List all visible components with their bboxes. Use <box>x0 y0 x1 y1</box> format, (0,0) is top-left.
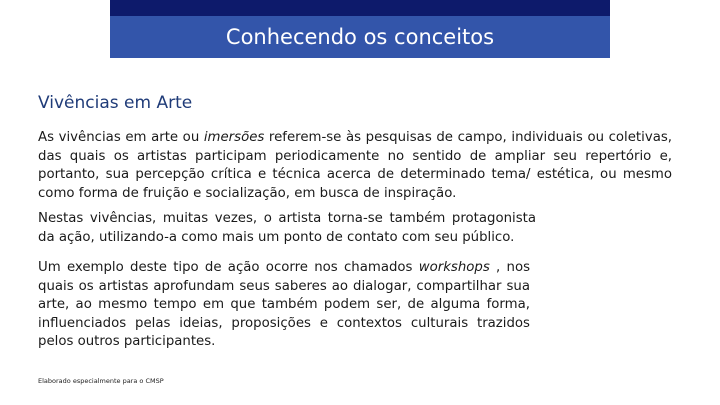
banner-top-strip <box>110 0 610 16</box>
section-title: Vivências em Arte <box>38 93 193 113</box>
footer-credit: Elaborado especialmente para o CMSP <box>38 377 164 385</box>
paragraph-intro-text-end: referem-se às pesquisas de campo, individuais ou coletivas, das quais os artistas participam periodicamente no sentido de ampliar seu repertório e, portanto, sua percepção crítica e técnica acerca de determinado tema/ estética, ou mesmo como forma de fruição e socialização, em busca de inspiração. <box>38 130 673 201</box>
paragraph-workshops-emphasis: workshops <box>418 260 490 275</box>
paragraph-workshops-text-start: Um exemplo deste tipo de ação ocorre nos chamados <box>38 260 419 275</box>
paragraph-workshops-text-end: , nos quais os artistas aprofundam seus saberes ao dialogar, compartilhar sua arte, ao mesmo tempo em que também podem ser, de alguma forma, influenciados pelas ideias, proposições e contextos culturais trazidos pelos outros participantes. <box>38 260 531 349</box>
page-title: Conhecendo os conceitos <box>225 25 495 49</box>
paragraph-intro-text-start: As vivências em arte ou <box>38 130 204 145</box>
paragraph-workshops <box>38 259 530 352</box>
paragraph-protagonist: Nestas vivências, muitas vezes, o artista torna-se também protagonista da ação, utilizando-a como mais um ponto de contato com seu público. <box>38 211 536 245</box>
paragraph-intro <box>38 129 672 203</box>
paragraph-intro-emphasis: imersões <box>203 130 265 145</box>
page-title-banner <box>110 16 610 58</box>
